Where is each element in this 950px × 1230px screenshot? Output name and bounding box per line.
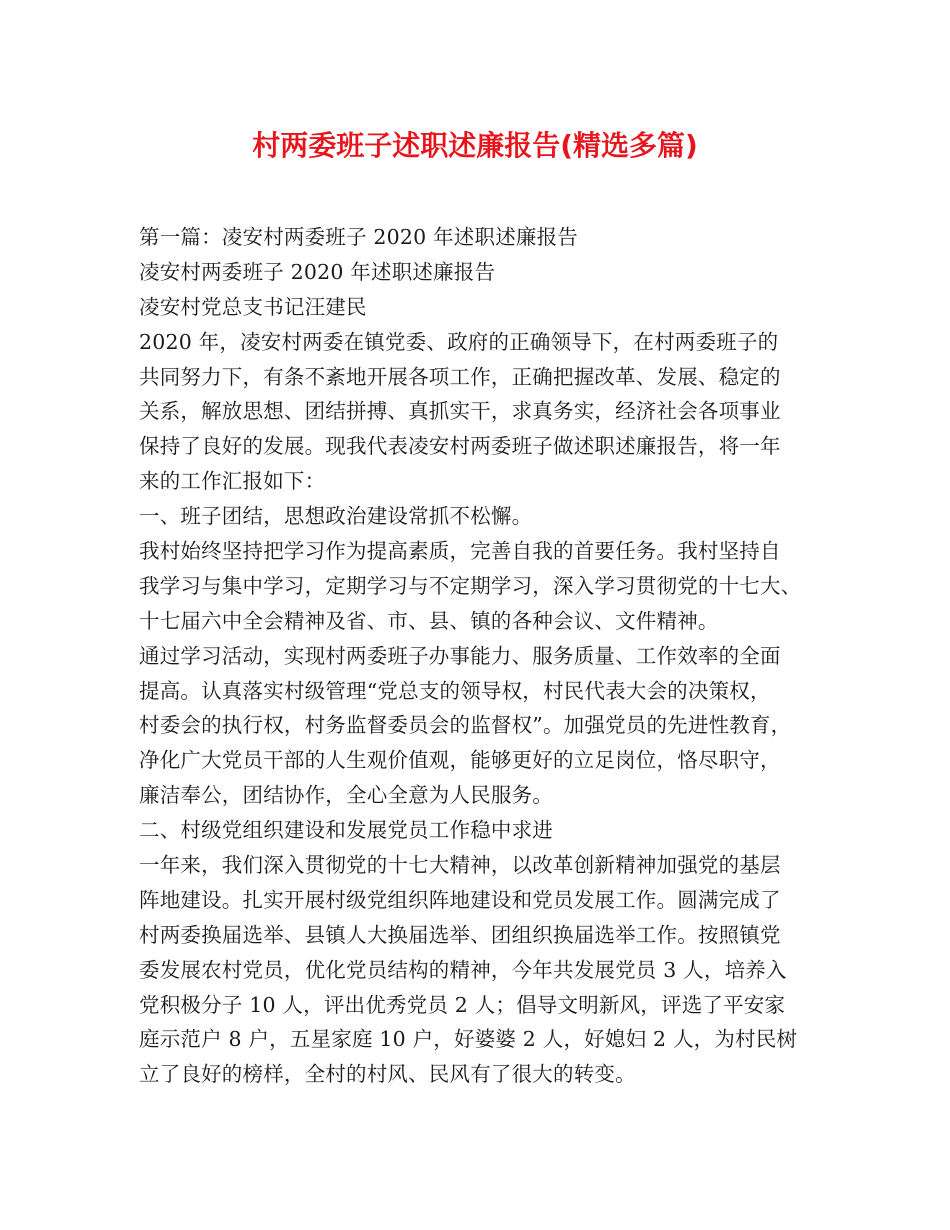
body-line: 庭示范户 8 户，五星家庭 10 户，好婆婆 2 人，好媳妇 2 人，为村民树 <box>139 1027 798 1052</box>
body-line: 阵地建设。扎实开展村级党组织阵地建设和党员发展工作。圆满完成了 <box>139 887 781 912</box>
body-line: 党积极分子 10 人，评出优秀党员 2 人；倡导文明新风，评选了平安家 <box>139 992 786 1017</box>
body-line: 委发展农村党员，优化党员结构的精神，今年共发展党员 3 人，培养入 <box>139 957 787 982</box>
body-line: 凌安村党总支书记汪建民 <box>139 294 367 319</box>
body-line: 一年来，我们深入贯彻党的十七大精神，以改革创新精神加强党的基层 <box>139 853 781 878</box>
body-line: 村两委换届选举、县镇人大换届选举、团组织换届选举工作。按照镇党 <box>139 922 781 947</box>
body-line: 十七届六中全会精神及省、市、县、镇的各种会议、文件精神。 <box>139 608 719 633</box>
body-line: 凌安村两委班子 2020 年述职述廉报告 <box>139 259 496 284</box>
body-line: 第一篇：凌安村两委班子 2020 年述职述廉报告 <box>139 225 579 249</box>
body-line: 关系，解放思想、团结拼搏、真抓实干，求真务实，经济社会各项事业 <box>139 399 781 424</box>
body-line: 来的工作汇报如下： <box>139 469 326 494</box>
document-title: 村两委班子述职述廉报告(精选多篇) <box>252 129 698 162</box>
body-line: 共同努力下，有条不紊地开展各项工作，正确把握改革、发展、稳定的 <box>139 364 781 389</box>
document-body <box>139 220 839 1092</box>
body-line: 立了良好的榜样，全村的村风、民风有了很大的转变。 <box>139 1062 636 1087</box>
body-line: 村委会的执行权，村务监督委员会的监督权”。加强党员的先进性教育， <box>139 713 792 738</box>
body-line: 廉洁奉公，团结协作，全心全意为人民服务。 <box>139 783 553 808</box>
body-line: 一、班子团结，思想政治建设常抓不松懈。 <box>139 504 533 529</box>
body-line: 净化广大党员干部的人生观价值观，能够更好的立足岗位，恪尽职守， <box>139 748 781 773</box>
body-line: 二、村级党组织建设和发展党员工作稳中求进 <box>139 818 553 843</box>
body-line: 2020 年，凌安村两委在镇党委、政府的正确领导下，在村两委班子的 <box>139 329 779 354</box>
body-line: 通过学习活动，实现村两委班子办事能力、服务质量、工作效率的全面 <box>139 643 781 668</box>
body-line: 我学习与集中学习，定期学习与不定期学习，深入学习贯彻党的十七大、 <box>139 573 802 598</box>
body-line: 我村始终坚持把学习作为提高素质，完善自我的首要任务。我村坚持自 <box>139 539 781 564</box>
body-line: 保持了良好的发展。现我代表凌安村两委班子做述职述廉报告，将一年 <box>139 434 781 459</box>
body-line: 提高。认真落实村级管理“党总支的领导权，村民代表大会的决策权， <box>139 678 771 703</box>
